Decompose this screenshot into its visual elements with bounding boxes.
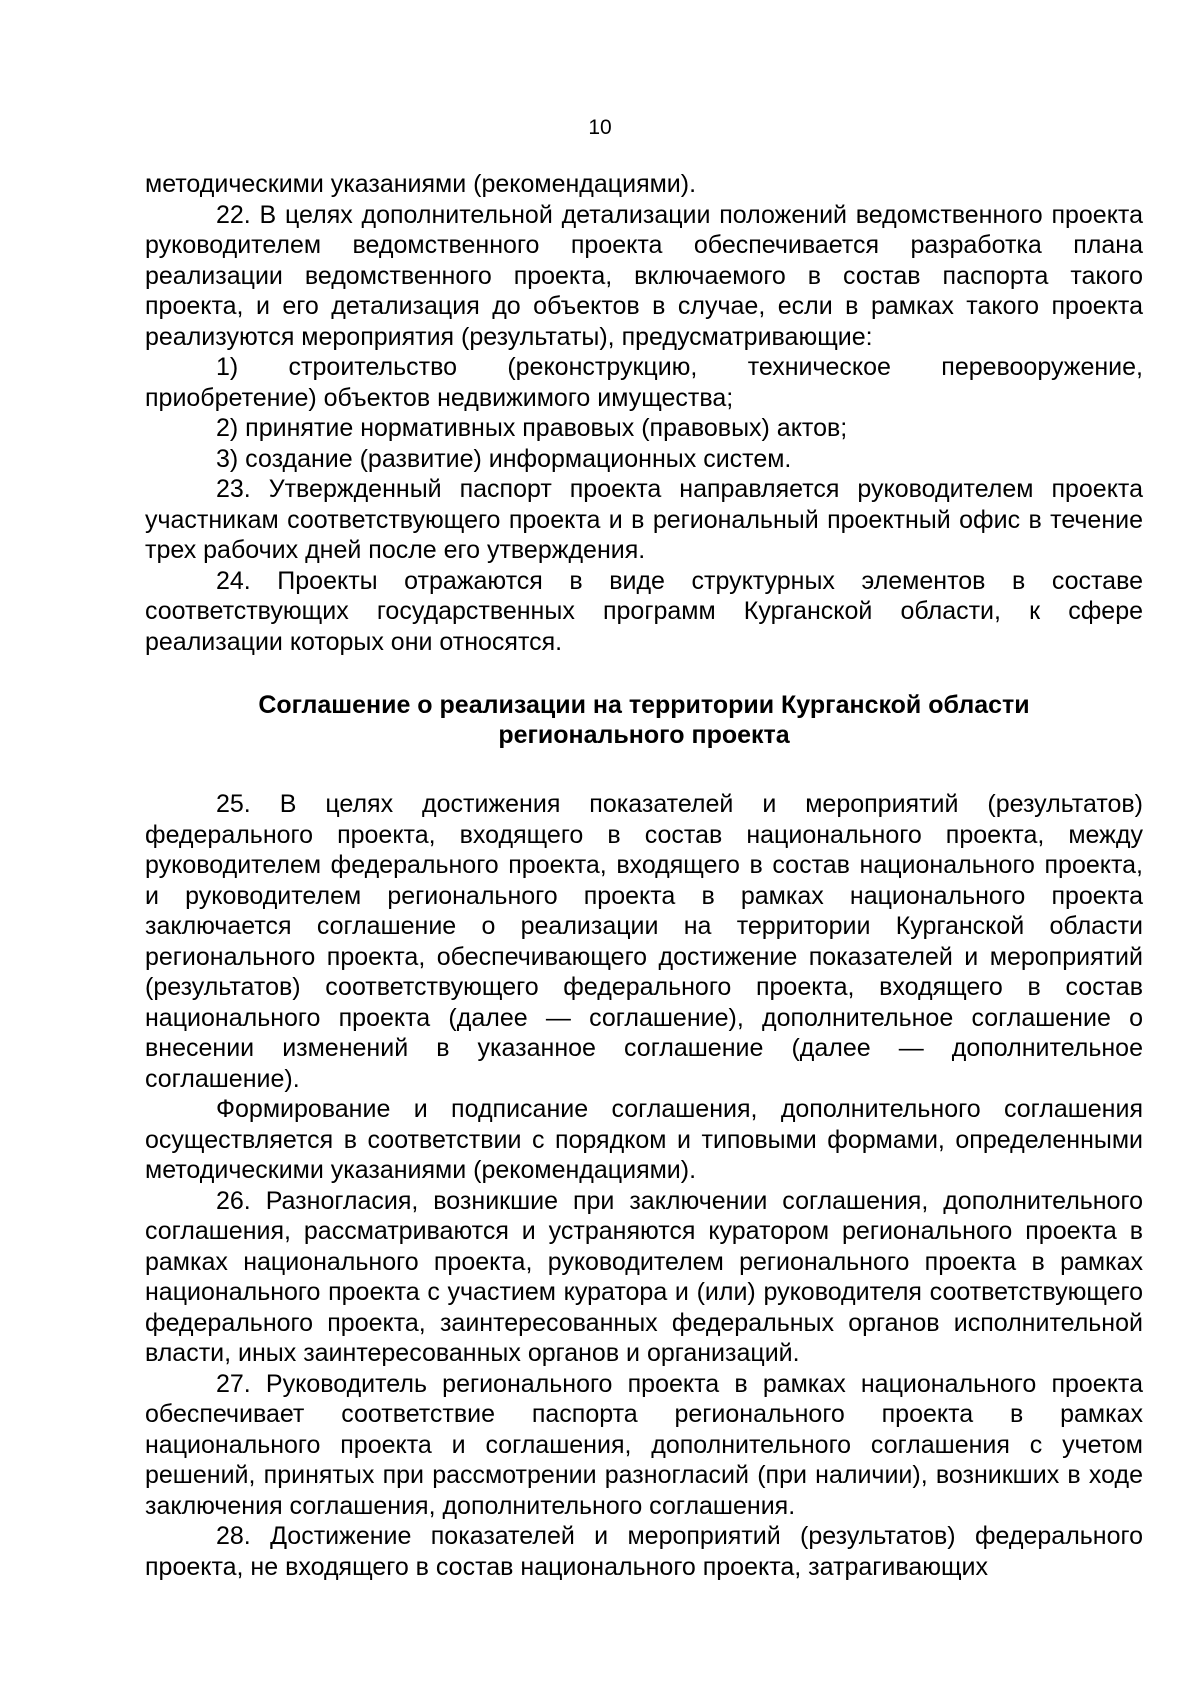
paragraph: 22. В целях дополнительной детализации положений ведомственного проекта руководителем ведомственного проекта обеспечивается разработка плана реализации ведомственного проекта, включаемого в состав паспорта такого проекта, и его детализация до объектов в случае, если в рамках такого проекта реализуются мероприятия (результаты), предусматривающие:	[145, 200, 1143, 351]
paragraph: 27. Руководитель регионального проекта в рамках национального проекта обеспечивает соответствие паспорта регионального проекта в рамках национального проекта и соглашения, дополнительного соглашения с учетом решений, принятых при рассмотрении разногласий (при наличии), возникших в ходе заключения соглашения, дополнительного соглашения.	[145, 1369, 1143, 1520]
section-heading	[145, 690, 1143, 750]
paragraph: 25. В целях достижения показателей и мероприятий (результатов) федерального проекта, входящего в состав национального проекта, между руководителем федерального проекта, входящего в состав национального проекта, и руководителем регионального проекта в рамках национального проекта заключается соглашение о реализации на территории Курганской области регионального проекта, обеспечивающего достижение показателей и мероприятий (результатов) соответствующего федерального проекта, входящего в состав национального проекта (далее — соглашение), дополнительное соглашение о внесении изменений в указанное соглашение (далее — дополнительное соглашение).	[145, 790, 1143, 1093]
paragraph: 28. Достижение показателей и мероприятий (результатов) федерального проекта, не входящего в состав национального проекта, затрагивающих	[145, 1522, 1143, 1581]
paragraph: 26. Разногласия, возникшие при заключении соглашения, дополнительного соглашения, рассматриваются и устраняются куратором регионального проекта в рамках национального проекта, руководителем регионального проекта в рамках национального проекта с участием куратора и (или) руководителя соответствующего федерального проекта, заинтересованных федеральных органов исполнительной власти, иных заинтересованных органов и организаций.	[145, 1186, 1143, 1367]
paragraph: методическими указаниями (рекомендациями).	[145, 170, 697, 198]
list-item: 2) принятие нормативных правовых (правовых) актов;	[216, 414, 848, 442]
list-item: 3) создание (развитие) информационных систем.	[216, 444, 792, 473]
section-before	[145, 169, 1143, 657]
paragraph: 24. Проекты отражаются в виде структурных элементов в составе соответствующих государственных программ Курганской области, к сфере реализации которых они относятся.	[145, 566, 1143, 656]
section-after	[145, 789, 1143, 1582]
section-heading-line: регионального проекта	[498, 721, 790, 749]
paragraph: Формирование и подписание соглашения, дополнительного соглашения осуществляется в соответствии с порядком и типовыми формами, определенными методическими указаниями (рекомендациями).	[145, 1095, 1143, 1184]
document-body	[145, 169, 1143, 1582]
list-item: 1) строительство (реконструкцию, техническое перевооружение, приобретение) объектов недвижимого имущества;	[145, 353, 1143, 412]
paragraph: 23. Утвержденный паспорт проекта направляется руководителем проекта участникам соответствующего проекта и в региональный проектный офис в течение трех рабочих дней после его утверждения.	[145, 475, 1143, 564]
section-heading-line: Соглашение о реализации на территории Курганской области	[258, 691, 1030, 719]
page-number: 10	[588, 116, 612, 139]
